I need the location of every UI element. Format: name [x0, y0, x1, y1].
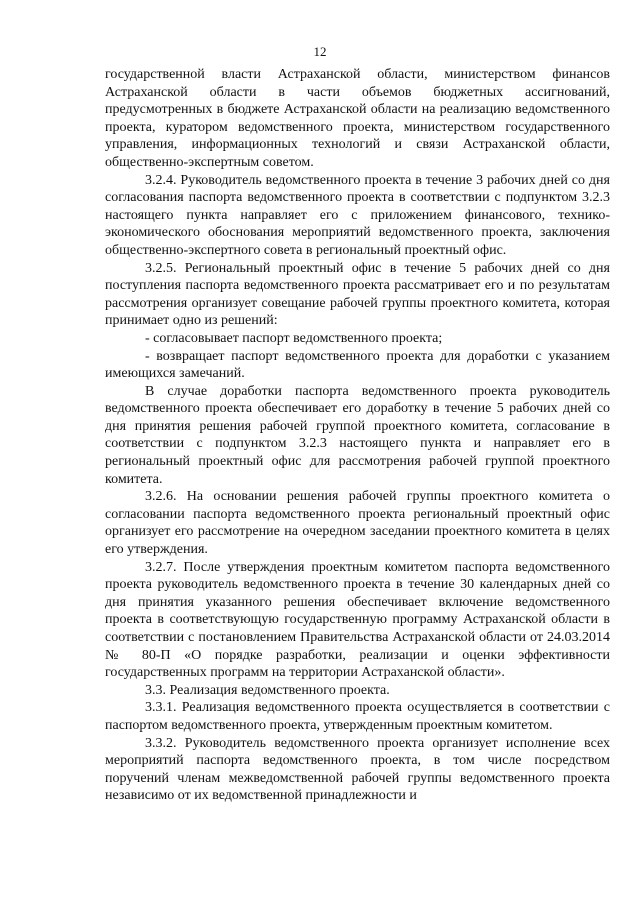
page-number: 12	[313, 44, 327, 59]
paragraph: 3.2.5. Региональный проектный офис в течение 5 рабочих дней со дня поступления паспорта ведомственного проекта рассматривает его и по результатам рассмотрения организует совещание рабочей группы проектного комитета, которая принимает одно из решений:	[105, 260, 610, 329]
paragraph: государственной власти Астраханской области, министерством финансов Астраханской области в части объемов бюджетных ассигнований, предусмотренных в бюджете Астраханской области на реализацию ведомственного проекта, куратором ведомственного проекта, министерством государственного управления, информационных технологий и связи Астраханской области, общественно-экспертным советом.	[105, 67, 610, 170]
paragraph: 3.2.6. На основании решения рабочей группы проектного комитета о согласовании паспорта ведомственного проекта региональный проектный офис организует его рассмотрение на очередном заседании проектного комитета в целях его утверждения.	[105, 489, 610, 558]
section-heading: 3.3. Реализация ведомственного проекта.	[145, 682, 390, 698]
list-item: - возвращает паспорт ведомственного проекта для доработки с указанием имеющихся замечаний.	[105, 348, 610, 382]
paragraph: В случае доработки паспорта ведомственного проекта руководитель ведомственного проекта обеспечивает его доработку в течение 5 рабочих дней со дня принятия решения рабочей группой проектного комитета, согласование в соответствии с подпунктом 3.2.3 настоящего пункта и направляет его в региональный проектный офис для рассмотрения рабочей группой проектного комитета.	[105, 383, 610, 487]
paragraph: 3.3.1. Реализация ведомственного проекта осуществляется в соответствии с паспортом ведомственного проекта, утвержденным проектным комитетом.	[105, 700, 610, 733]
paragraph: 3.3.2. Руководитель ведомственного проекта организует исполнение всех мероприятий паспорта ведомственного проекта, в том числе посредством поручений членам межведомственной рабочей группы ведомственного проекта независимо от их ведомственной принадлежности и	[105, 735, 610, 804]
paragraph: 3.2.4. Руководитель ведомственного проекта в течение 3 рабочих дней со дня согласования паспорта ведомственного проекта в соответствии с подпунктом 3.2.3 настоящего пункта направляет его с приложением финансового, технико-экономического обоснования мероприятий ведомственного проекта, заключения общественно-экспертного совета в региональный проектный офис.	[105, 172, 610, 258]
list-item: - согласовывает паспорт ведомственного проекта;	[145, 330, 443, 346]
paragraph: 3.2.7. После утверждения проектным комитетом паспорта ведомственного проекта руководитель ведомственного проекта в течение 30 календарных дней со дня принятия указанного решения обеспечивает включение ведомственного проекта в соответствующую государственную программу Астраханской области в соответствии с постановлением Правительства Астраханской области от 24.03.2014 № 80-П «О порядке разработки, реализации и оценки эффективности государственных программ на территории Астраханской области».	[105, 559, 610, 681]
document-body	[105, 66, 610, 805]
